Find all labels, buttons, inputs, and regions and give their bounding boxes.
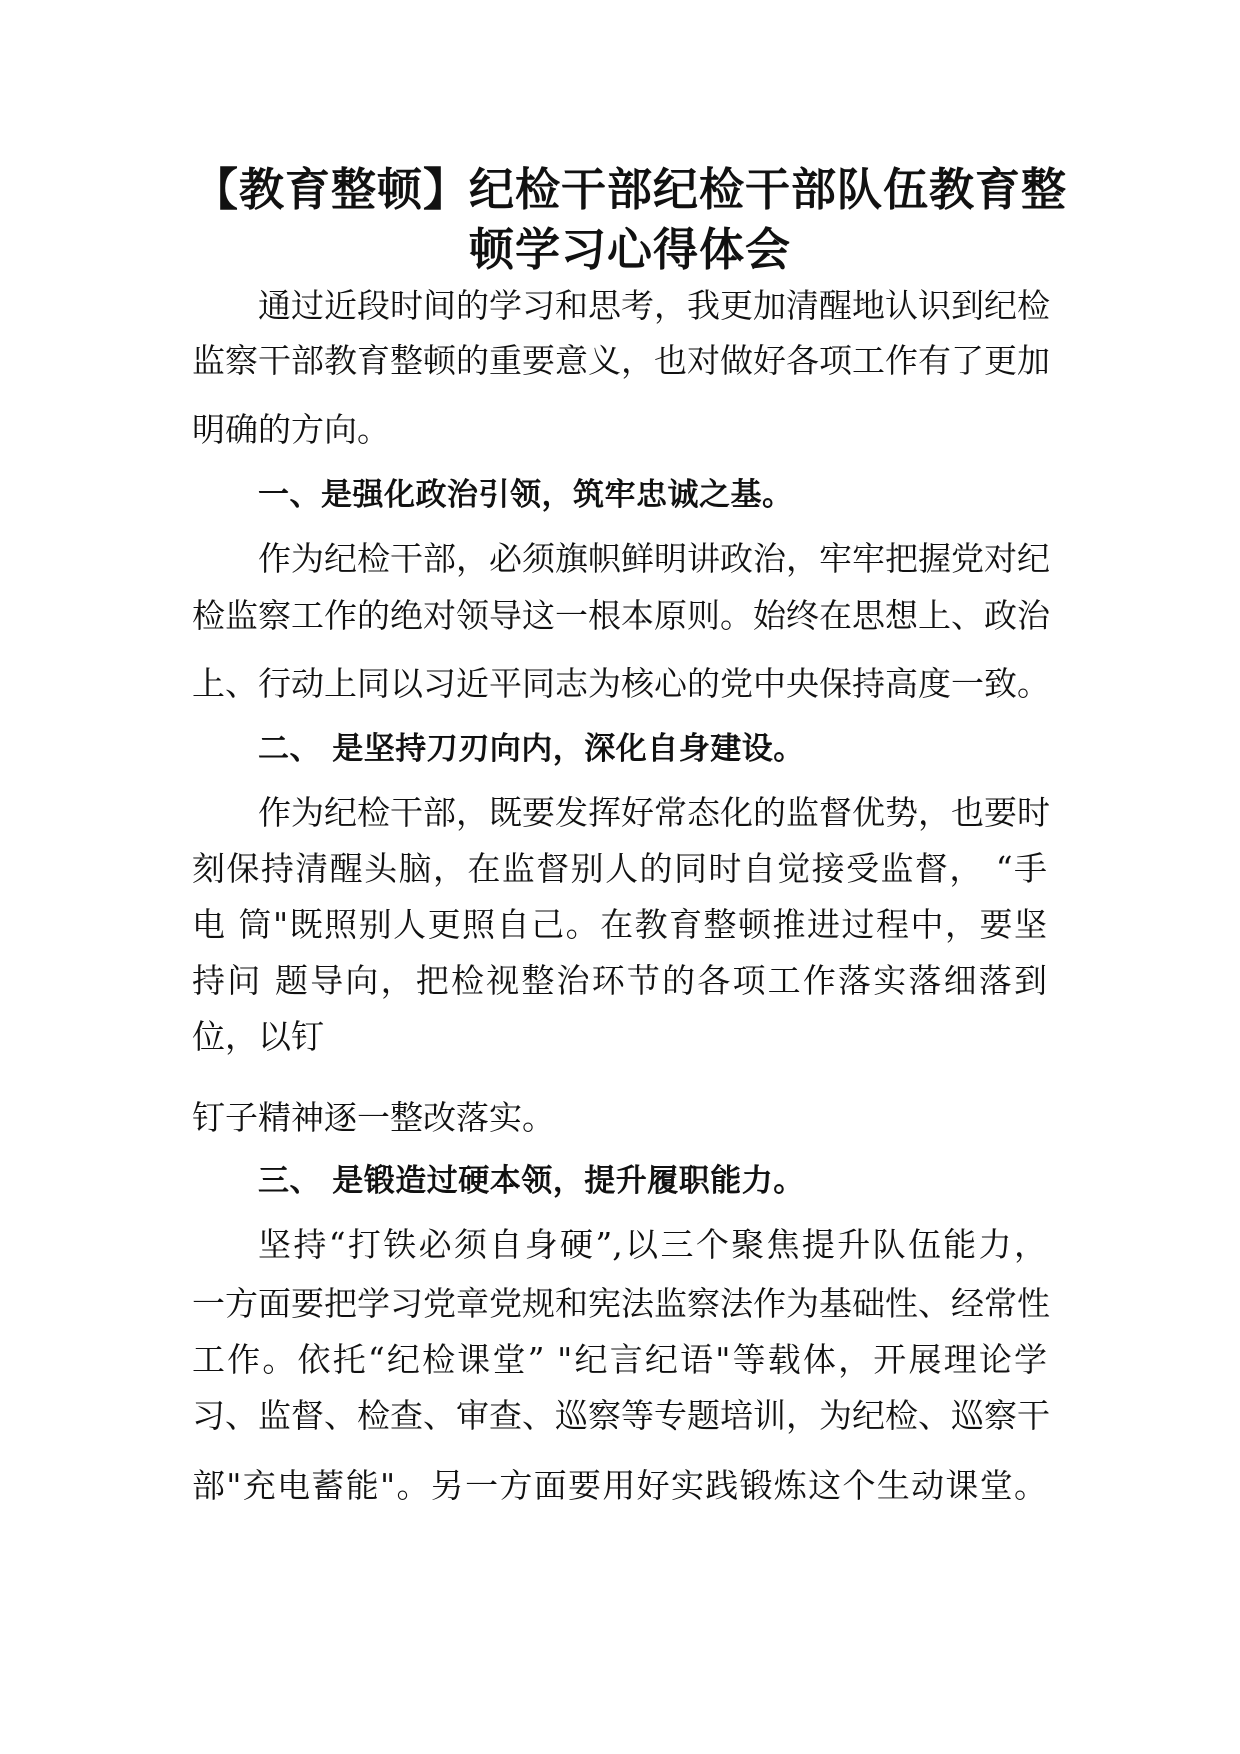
body-line: 刻保持清醒头脑，在监督别人的同时自觉接受监督， “手 (192, 849, 1047, 888)
body-line: 电 筒"既照别人更照自己。在教育整顿推进过程中，要坚 (192, 905, 1047, 944)
body-line: 部"充电蓄能"。另一方面要用好实践锻炼这个生动课堂。 (192, 1466, 1047, 1505)
body-line: 作为纪检干部，必须旗帜鲜明讲政治，牢牢把握党对纪 (258, 539, 1050, 578)
body-line: 坚持“打铁必须自身硬”,以三个聚焦提升队伍能力， (258, 1225, 1047, 1264)
section-heading-1: 一、是强化政治引领，筑牢忠诚之基。 (258, 477, 794, 513)
body-line: 位，以钉 (192, 1017, 324, 1056)
body-line: 上、行动上同以习近平同志为核心的党中央保持高度一致。 (192, 664, 1050, 703)
intro-line: 明确的方向。 (192, 410, 390, 449)
intro-line: 通过近段时间的学习和思考，我更加清醒地认识到纪检 (258, 286, 1050, 325)
body-line: 一方面要把学习党章党规和宪法监察法作为基础性、经常性 (192, 1284, 1050, 1323)
body-line: 作为纪检干部，既要发挥好常态化的监督优势，也要时 (258, 793, 1050, 832)
section-heading-2: 二、 是坚持刀刃向内，深化自身建设。 (258, 731, 805, 767)
body-line: 钉子精神逐一整改落实。 (192, 1098, 555, 1137)
title-line-1: 【教育整顿】纪检干部纪检干部队伍教育整 (192, 163, 1067, 216)
body-line: 检监察工作的绝对领导这一根本原则。始终在思想上、政治 (192, 596, 1050, 635)
document-title (190, 160, 1070, 280)
intro-line: 监察干部教育整顿的重要意义，也对做好各项工作有了更加 (192, 341, 1050, 380)
body-line: 持问 题导向，把检视整治环节的各项工作落实落细落到 (192, 961, 1047, 1000)
title-line-2: 顿学习心得体会 (468, 223, 791, 276)
body-line: 工作。依托“纪检课堂” "纪言纪语"等载体，开展理论学 (192, 1340, 1047, 1379)
body-line: 习、监督、检查、审查、巡察等专题培训，为纪检、巡察干 (192, 1396, 1050, 1435)
section-heading-3: 三、 是锻造过硬本领，提升履职能力。 (258, 1163, 805, 1199)
